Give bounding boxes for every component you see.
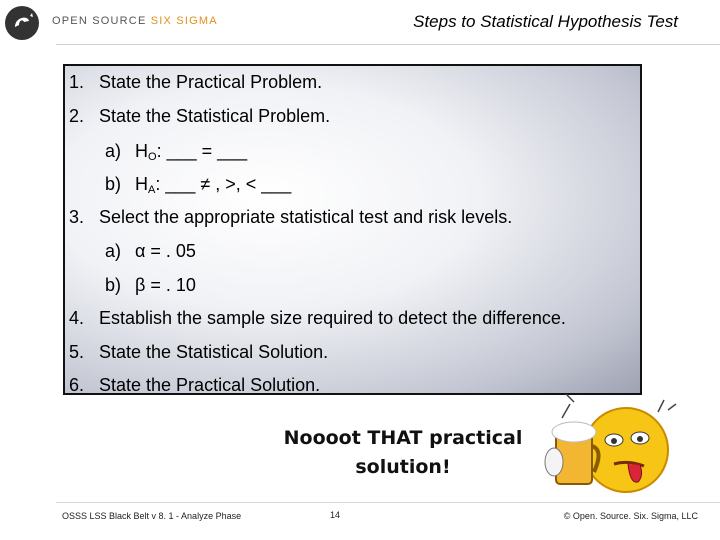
hypothesis-symbol: H	[135, 174, 148, 194]
hypothesis-statement: : ___ = ___	[156, 141, 248, 161]
step-3	[69, 207, 512, 228]
step-text: State the Practical Problem.	[99, 72, 323, 92]
smiley-beer-icon	[540, 394, 680, 502]
hypothesis-subscript: O	[148, 151, 157, 163]
brand-accent: SIX SIGMA	[150, 15, 218, 27]
step-number: 5.	[69, 342, 85, 362]
steps-panel	[63, 64, 642, 395]
substep-alpha	[105, 241, 196, 262]
step-number: 6.	[69, 375, 85, 395]
step-2	[69, 106, 330, 127]
brand-name	[52, 15, 218, 27]
substep-number: b)	[105, 275, 122, 295]
substep-number: b)	[105, 174, 122, 194]
callout-text	[270, 424, 536, 482]
hypothesis-statement: : ___ ≠ , >, < ___	[155, 174, 292, 194]
callout-line-1: Noooot THAT practical	[283, 427, 523, 449]
step-text: State the Statistical Problem.	[99, 106, 331, 126]
hypothesis-subscript: A	[148, 184, 156, 196]
step-5	[69, 342, 328, 363]
footer-divider	[56, 502, 720, 503]
step-1	[69, 72, 322, 93]
substep-alternative-hypothesis	[105, 174, 291, 196]
step-number: 3.	[69, 207, 85, 227]
substep-beta	[105, 275, 196, 296]
step-text: State the Statistical Solution.	[99, 342, 329, 362]
substep-number: a)	[105, 241, 122, 261]
step-6	[69, 375, 320, 396]
step-4	[69, 308, 566, 329]
step-number: 4.	[69, 308, 85, 328]
brand-prefix: OPEN SOURCE	[52, 15, 147, 27]
footer-copyright: © Open. Source. Six. Sigma, LLC	[563, 511, 698, 521]
step-text: Establish the sample size required to detect the difference.	[99, 308, 566, 328]
substep-null-hypothesis	[105, 141, 247, 163]
step-number: 1.	[69, 72, 85, 92]
substep-text: β = . 10	[135, 275, 196, 295]
substep-number: a)	[105, 141, 122, 161]
logo-icon	[4, 5, 40, 41]
footer-course: OSSS LSS Black Belt v 8. 1 - Analyze Phase	[62, 511, 242, 521]
step-text: Select the appropriate statistical test and risk levels.	[99, 207, 513, 227]
substep-text: α = . 05	[135, 241, 196, 261]
callout-line-2: solution!	[355, 456, 451, 478]
page-title: Steps to Statistical Hypothesis Test	[413, 12, 678, 31]
step-text: State the Practical Solution.	[99, 375, 321, 395]
header-divider	[56, 44, 720, 45]
step-number: 2.	[69, 106, 85, 126]
page-number: 14	[330, 510, 341, 520]
hypothesis-symbol: H	[135, 141, 148, 161]
